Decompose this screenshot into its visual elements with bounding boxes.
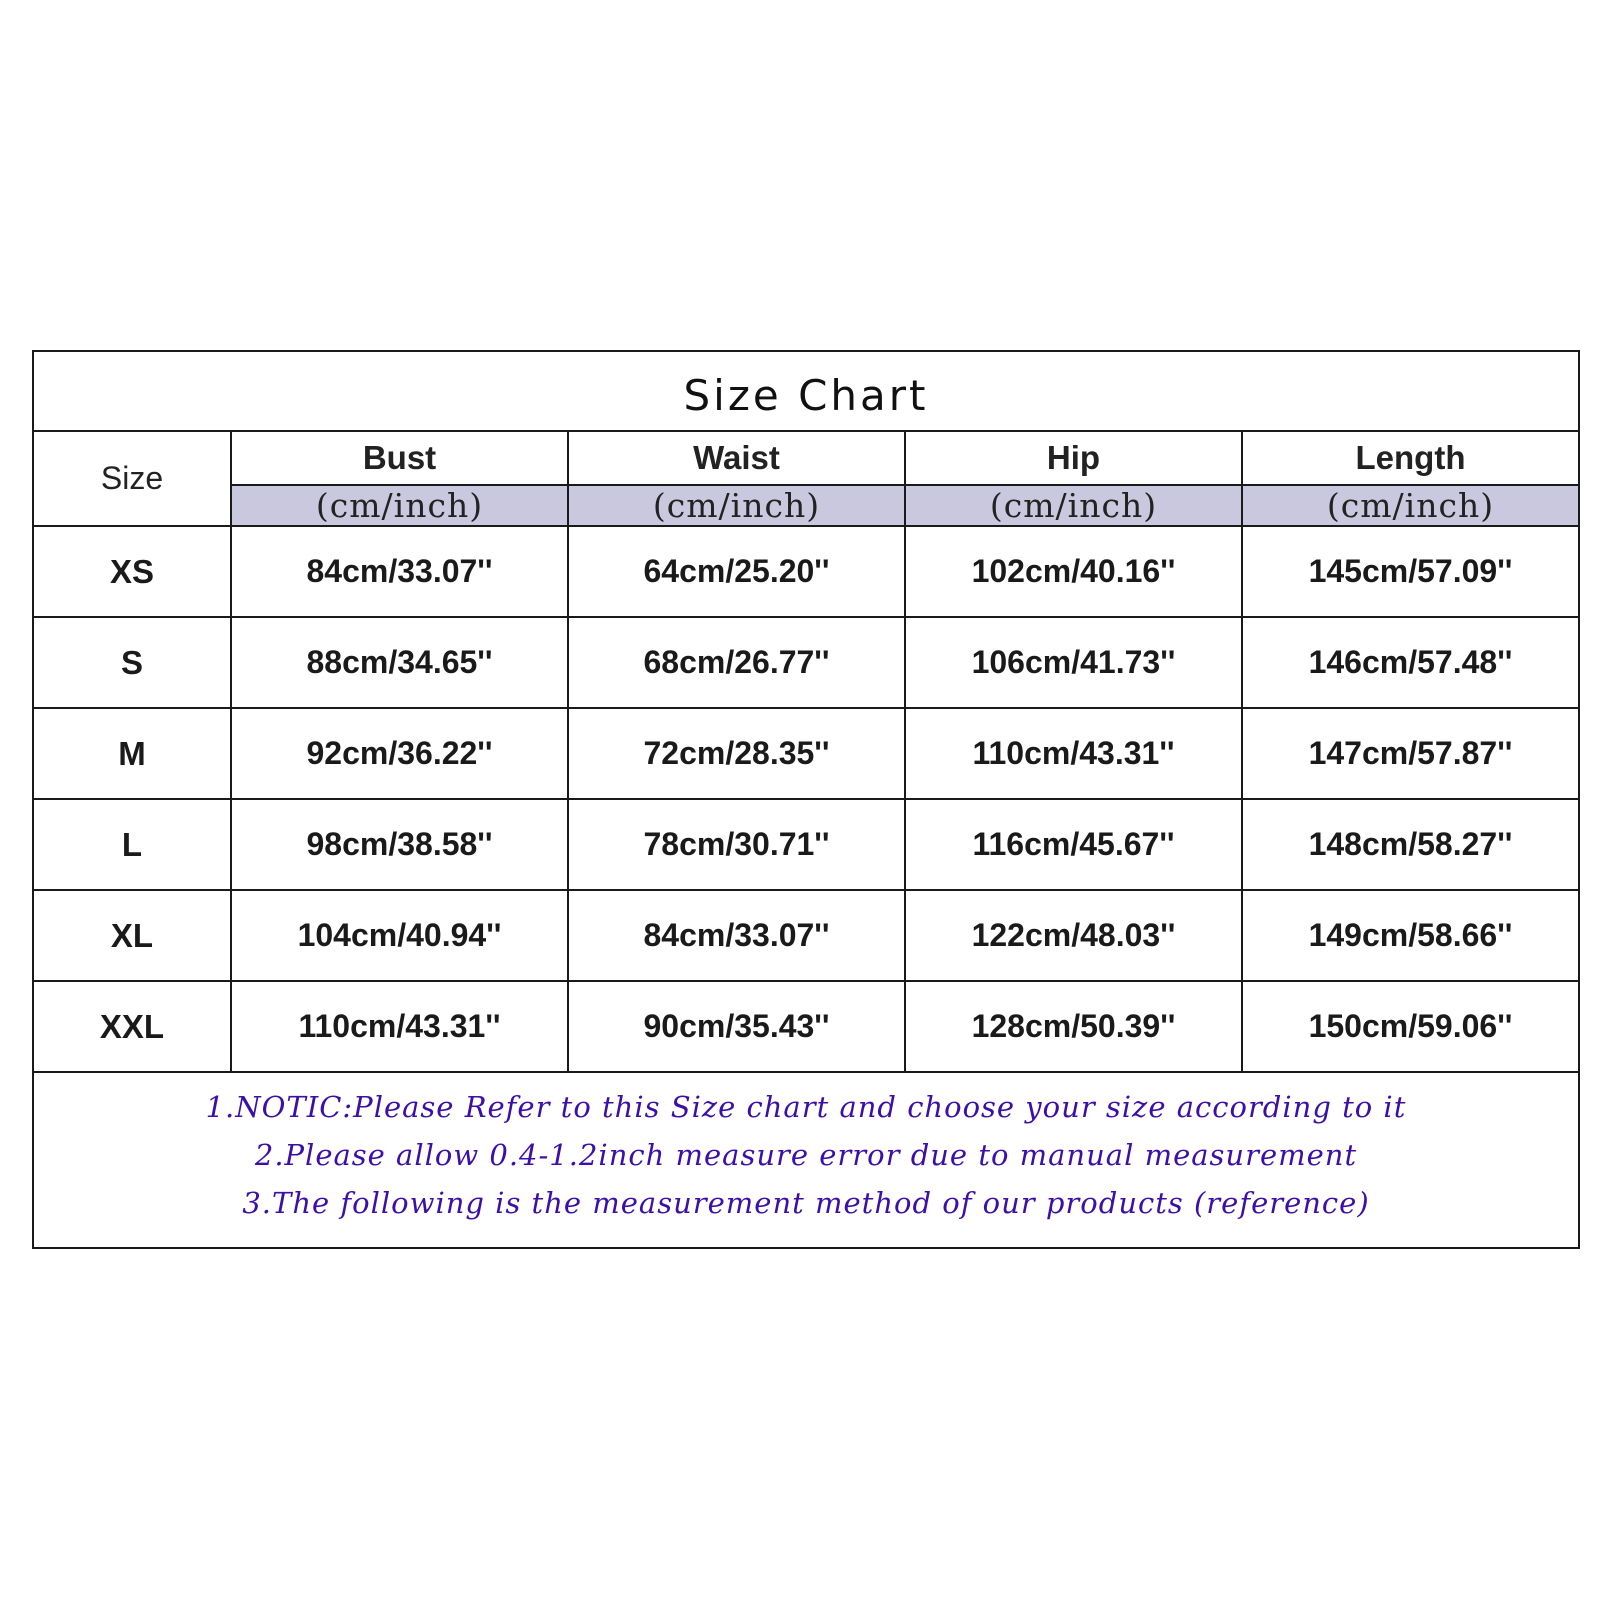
table-cell: 64cm/25.20'' [569, 527, 906, 616]
table-cell: 84cm/33.07'' [232, 527, 569, 616]
column-unit: (cm/inch) [906, 486, 1241, 525]
table-cell: 110cm/43.31'' [906, 709, 1243, 798]
table-cell: 149cm/58.66'' [1308, 917, 1513, 953]
column-header-length [1243, 432, 1578, 525]
table-cell: 88cm/34.65'' [232, 618, 569, 707]
column-unit: (cm/inch) [1243, 486, 1578, 525]
note-line: 2.Please allow 0.4-1.2inch measure error due to manual measurement [254, 1138, 1358, 1172]
table-cell: 128cm/50.39'' [906, 982, 1243, 1071]
note-line: 1.NOTIC:Please Refer to this Size chart and choose your size according to it [205, 1090, 1407, 1124]
column-unit: (cm/inch) [569, 486, 904, 525]
size-cell: XL [34, 891, 232, 980]
chart-title: Size Chart [683, 370, 929, 420]
table-row [34, 800, 1578, 891]
size-chart-table [32, 350, 1580, 1249]
header-row [34, 432, 1578, 527]
size-column-header: Size [34, 432, 232, 525]
column-header-bust [232, 432, 569, 525]
column-header-waist [569, 432, 906, 525]
size-cell: XXL [34, 982, 232, 1071]
size-cell: L [34, 800, 232, 889]
column-name: Hip [906, 432, 1241, 486]
table-cell: 92cm/36.22'' [232, 709, 569, 798]
table-cell: 122cm/48.03'' [906, 891, 1243, 980]
column-name: Length [1243, 432, 1578, 486]
column-unit: (cm/inch) [232, 486, 567, 525]
table-row [34, 891, 1578, 982]
table-cell: 104cm/40.94'' [232, 891, 569, 980]
table-row [34, 982, 1578, 1073]
table-cell: 102cm/40.16'' [906, 527, 1243, 616]
table-cell: 68cm/26.77'' [569, 618, 906, 707]
column-name: Waist [569, 432, 904, 486]
table-cell: 146cm/57.48'' [1308, 644, 1513, 680]
note-line: 3.The following is the measurement method of our products (reference) [242, 1186, 1370, 1220]
table-cell: 78cm/30.71'' [569, 800, 906, 889]
table-cell: 98cm/38.58'' [232, 800, 569, 889]
table-cell: 90cm/35.43'' [569, 982, 906, 1071]
size-cell: XS [34, 527, 232, 616]
column-name: Bust [232, 432, 567, 486]
table-row [34, 527, 1578, 618]
title-row [34, 352, 1578, 432]
table-cell: 116cm/45.67'' [906, 800, 1243, 889]
table-cell: 150cm/59.06'' [1308, 1008, 1513, 1044]
table-row [34, 709, 1578, 800]
column-header-hip [906, 432, 1243, 525]
table-cell: 84cm/33.07'' [569, 891, 906, 980]
notes-section [34, 1073, 1578, 1227]
table-cell: 147cm/57.87'' [1308, 735, 1513, 771]
table-row [34, 618, 1578, 709]
size-cell: M [34, 709, 232, 798]
table-cell: 106cm/41.73'' [906, 618, 1243, 707]
table-cell: 145cm/57.09'' [1308, 553, 1513, 589]
size-cell: S [34, 618, 232, 707]
table-cell: 110cm/43.31'' [232, 982, 569, 1071]
table-cell: 72cm/28.35'' [569, 709, 906, 798]
table-cell: 148cm/58.27'' [1308, 826, 1513, 862]
